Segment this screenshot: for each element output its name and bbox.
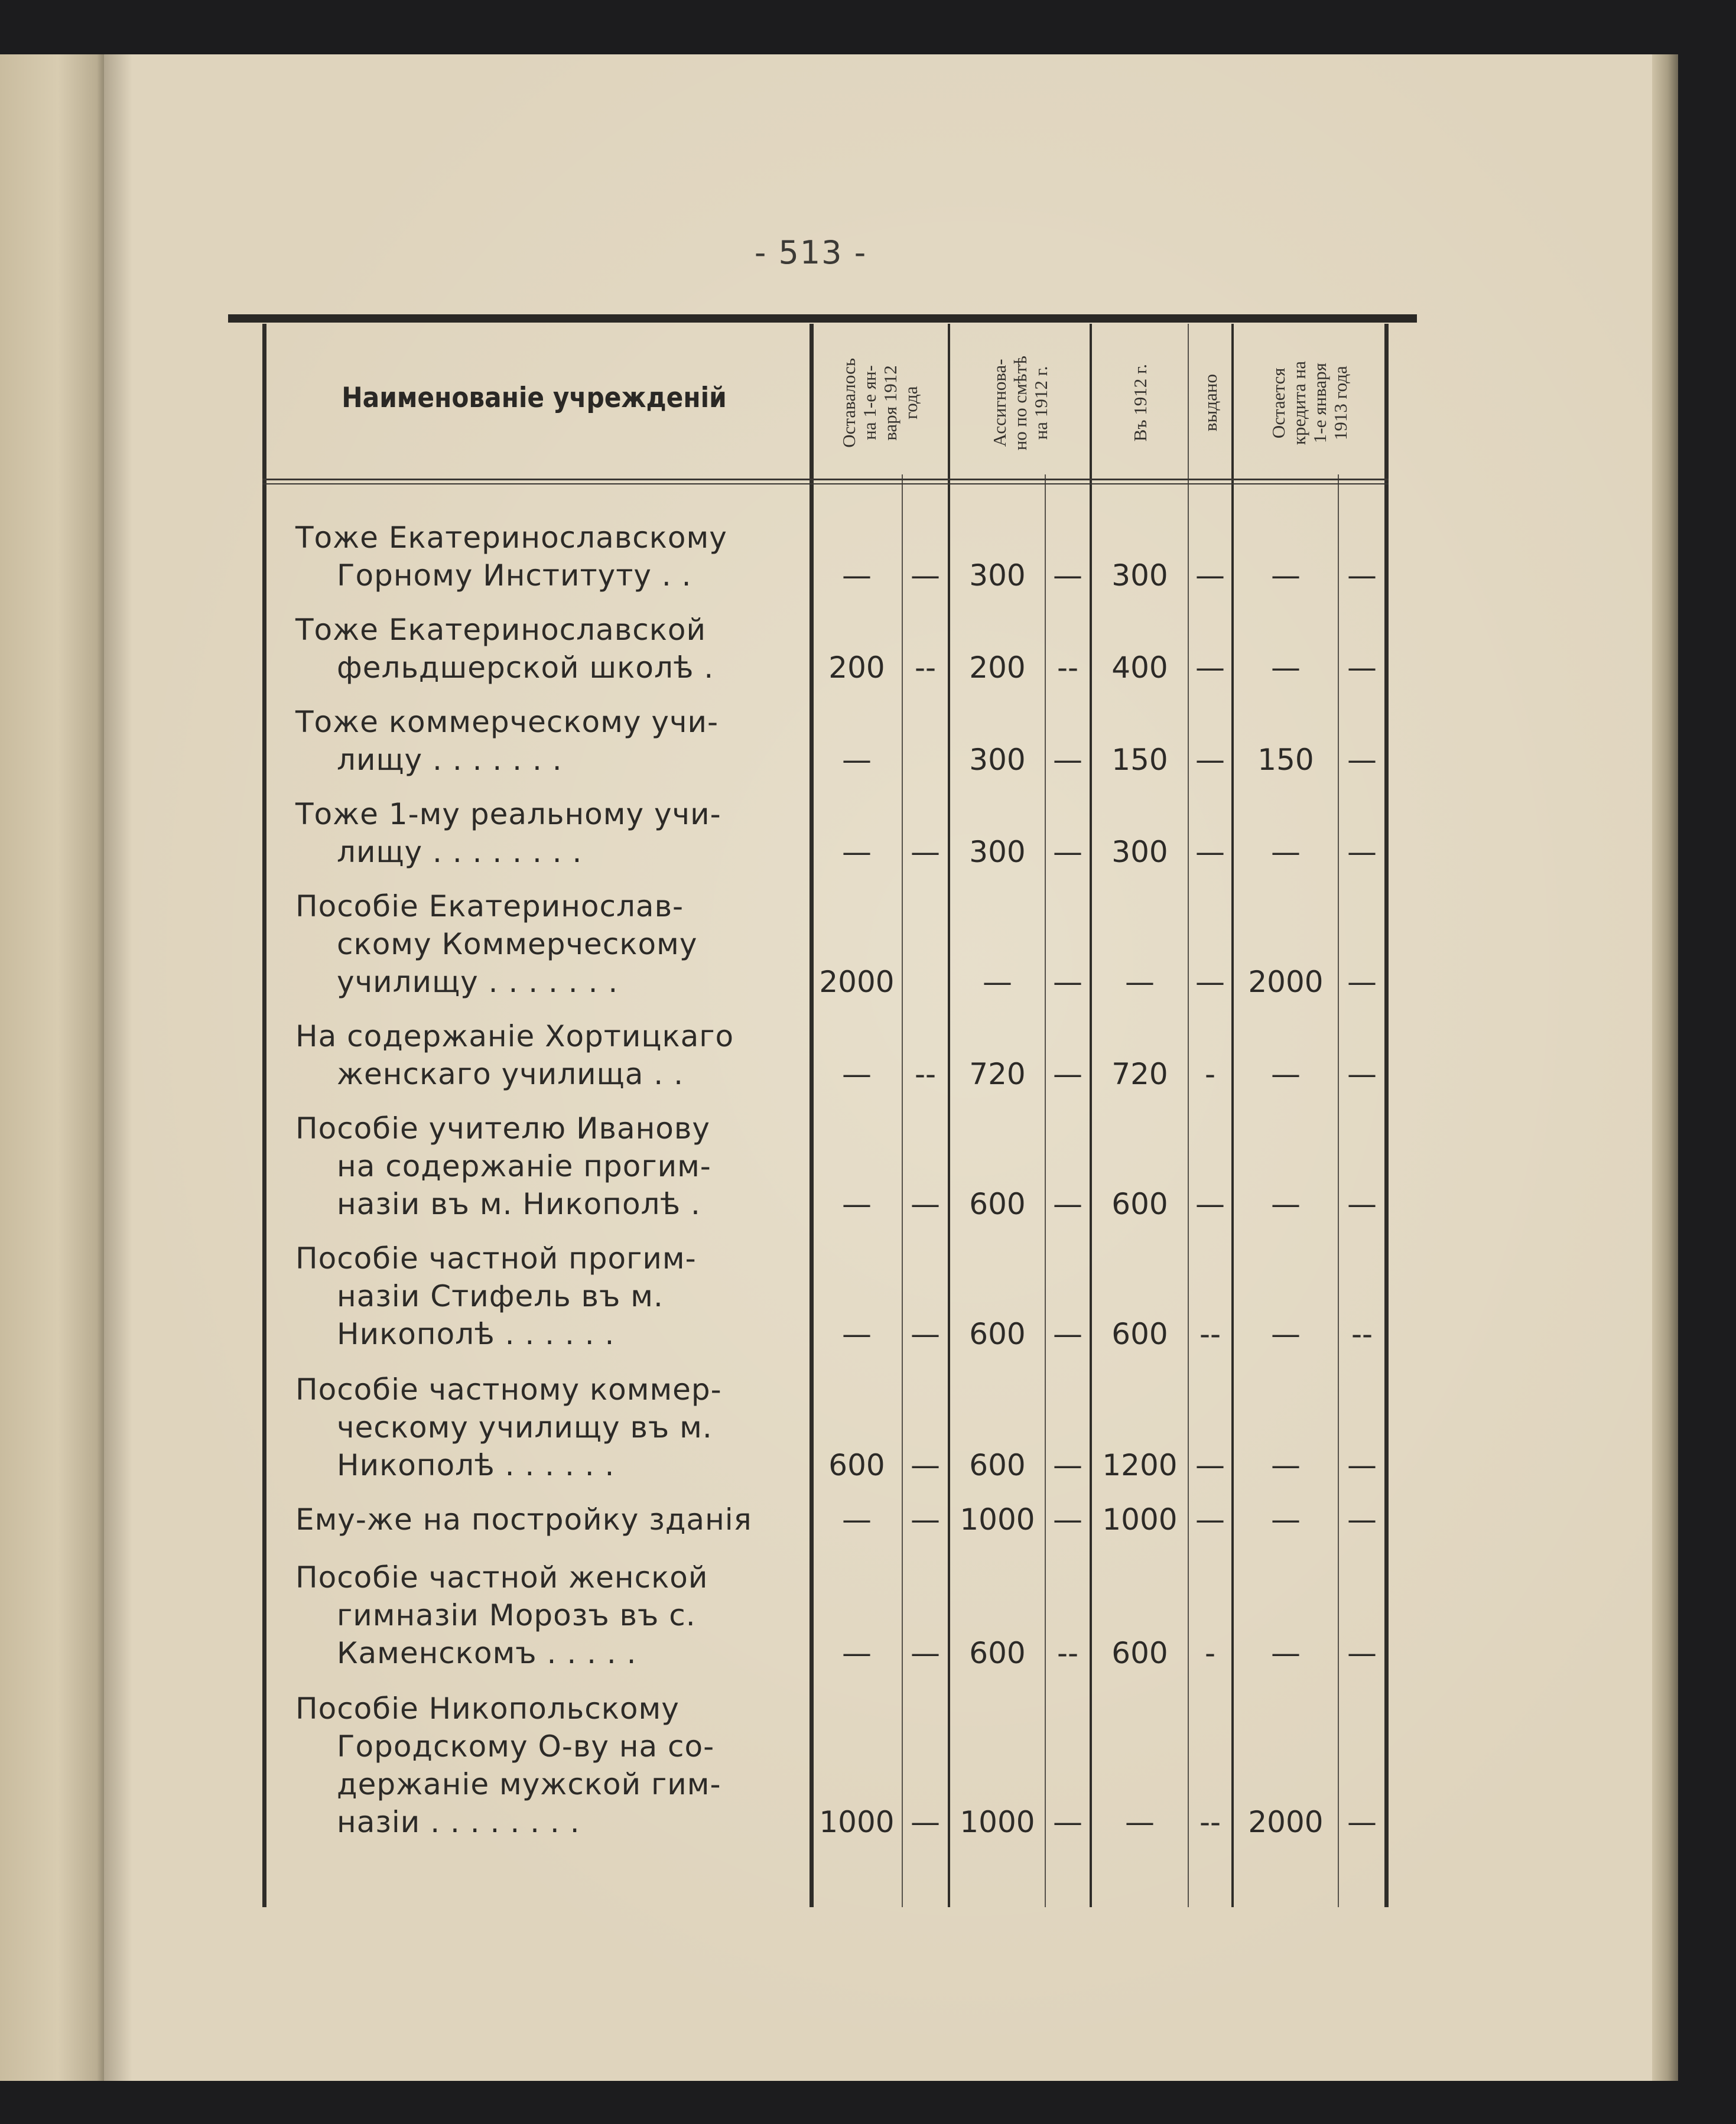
table-top-rule bbox=[228, 314, 1417, 323]
table-row bbox=[262, 1240, 1389, 1353]
amount-cell-c2: 600 bbox=[969, 1636, 1026, 1670]
table-row bbox=[262, 1690, 1389, 1841]
amount-cell-c3: 600 bbox=[1111, 1317, 1168, 1351]
amount-cell-c4: — bbox=[1271, 1057, 1301, 1091]
amount-cell-c3: 720 bbox=[1111, 1057, 1168, 1091]
table-row bbox=[262, 1017, 1389, 1093]
amount-cell-c3f: - bbox=[1204, 1057, 1216, 1091]
amount-cell-c1f: — bbox=[911, 1448, 940, 1482]
institution-name-line: Горному Институту . . bbox=[337, 558, 692, 593]
institution-name bbox=[295, 703, 810, 779]
amount-cell-c3: — bbox=[1125, 1805, 1155, 1839]
institution-name bbox=[295, 1371, 810, 1484]
table-row bbox=[262, 1501, 1389, 1538]
amount-cell-c2f: — bbox=[1053, 743, 1082, 777]
institution-name bbox=[295, 519, 810, 594]
amount-cell-c1: 200 bbox=[828, 650, 885, 685]
amount-cell-c1: — bbox=[842, 1502, 872, 1537]
institution-name-line: на содержаніе прогим- bbox=[337, 1149, 711, 1183]
institution-name-line: Ему-же на постройку зданія bbox=[295, 1502, 752, 1537]
amount-cell-c1f: — bbox=[911, 1317, 940, 1351]
amount-cell-c2: — bbox=[983, 965, 1012, 999]
institution-name bbox=[295, 1017, 810, 1093]
institution-name bbox=[295, 887, 810, 1001]
table-row bbox=[262, 703, 1389, 779]
amount-cell-c1f bbox=[903, 741, 948, 779]
amount-cell-c1: — bbox=[842, 1636, 872, 1670]
amount-cell-c3f: — bbox=[1195, 743, 1225, 777]
column-header-assigned-1912: Ассигнова- но по смѣтѣ на 1912 г. bbox=[989, 355, 1051, 451]
amount-cell-c2: 600 bbox=[969, 1187, 1026, 1221]
amount-cell-c3f: — bbox=[1195, 1187, 1225, 1221]
amount-cell-c2f: -- bbox=[1056, 1636, 1079, 1670]
institution-name-line: Никополѣ . . . . . . bbox=[337, 1317, 615, 1351]
amount-cell-c2f: — bbox=[1053, 1805, 1082, 1839]
amount-cell-c2f: — bbox=[1053, 1057, 1082, 1091]
amount-cell-c4: — bbox=[1271, 1502, 1301, 1537]
amount-cell-c2f: — bbox=[1053, 558, 1082, 593]
amount-cell-c3f: -- bbox=[1199, 1317, 1221, 1351]
amount-cell-c4f: — bbox=[1347, 1805, 1377, 1839]
column-header-institutions: Наименованіе учрежденій bbox=[342, 381, 727, 414]
amount-cell-c1f: — bbox=[911, 1187, 940, 1221]
gutter-shadow bbox=[104, 54, 132, 2081]
amount-cell-c3f: — bbox=[1195, 1502, 1225, 1537]
institution-name-line: назіи . . . . . . . . bbox=[337, 1805, 580, 1839]
amount-cell-c4f: — bbox=[1347, 1502, 1377, 1537]
amount-cell-c1: 1000 bbox=[819, 1805, 895, 1839]
amount-cell-c2: 1000 bbox=[960, 1502, 1035, 1537]
institution-name-line: Пособіе частной прогим- bbox=[295, 1241, 697, 1276]
amount-cell-c1f: -- bbox=[914, 650, 937, 685]
institution-name-line: училищу . . . . . . . bbox=[337, 965, 619, 999]
institution-name-line: Каменскомъ . . . . . bbox=[337, 1636, 637, 1670]
institution-name-line: фельдшерской школѣ . bbox=[337, 650, 714, 685]
institution-name bbox=[295, 1110, 810, 1223]
amount-cell-c1: — bbox=[842, 1187, 872, 1221]
institution-name-line: лищу . . . . . . . . bbox=[337, 835, 583, 869]
amount-cell-c2f: — bbox=[1053, 1317, 1082, 1351]
amount-cell-c2f: — bbox=[1053, 1502, 1082, 1537]
amount-cell-c1f: — bbox=[911, 1636, 940, 1670]
amount-cell-c2: 200 bbox=[969, 650, 1026, 685]
amount-cell-c3: 600 bbox=[1111, 1636, 1168, 1670]
amount-cell-c4: — bbox=[1271, 1187, 1301, 1221]
amount-cell-c3: — bbox=[1125, 965, 1155, 999]
amount-cell-c4: — bbox=[1271, 835, 1301, 869]
column-header-remaining-1912: Оставалось на 1-е ян- варя 1912 года bbox=[838, 358, 921, 448]
amount-cell-c1: 2000 bbox=[819, 965, 895, 999]
institution-name bbox=[295, 611, 810, 687]
amount-cell-c1f: — bbox=[911, 558, 940, 593]
amount-cell-c3: 1000 bbox=[1102, 1502, 1178, 1537]
amount-cell-c4f: -- bbox=[1351, 1317, 1373, 1351]
table-row bbox=[262, 519, 1389, 594]
amount-cell-c4f: — bbox=[1347, 1448, 1377, 1482]
institution-name-line: женскаго училища . . bbox=[337, 1057, 684, 1091]
institution-name-line: Тоже Екатеринославской bbox=[295, 613, 706, 647]
amount-cell-c2f: -- bbox=[1056, 650, 1079, 685]
amount-cell-c3: 400 bbox=[1111, 650, 1168, 685]
amount-cell-c4: — bbox=[1271, 650, 1301, 685]
amount-cell-c2: 600 bbox=[969, 1317, 1026, 1351]
institution-name-line: Тоже 1-му реальному учи- bbox=[295, 797, 721, 831]
amount-cell-c4: — bbox=[1271, 558, 1301, 593]
amount-cell-c1f: — bbox=[911, 835, 940, 869]
institution-name-line: держаніе мужской гим- bbox=[337, 1767, 721, 1801]
table-row bbox=[262, 795, 1389, 871]
amount-cell-c4f: — bbox=[1347, 558, 1377, 593]
amount-cell-c2: 300 bbox=[969, 558, 1026, 593]
budget-table bbox=[262, 324, 1389, 1907]
amount-cell-c4: — bbox=[1271, 1636, 1301, 1670]
institution-name-line: назіи въ м. Никополѣ . bbox=[337, 1187, 701, 1221]
amount-cell-c4: — bbox=[1271, 1317, 1301, 1351]
amount-cell-c1: — bbox=[842, 1057, 872, 1091]
amount-cell-c4: 2000 bbox=[1248, 965, 1324, 999]
institution-name-line: ческому училищу въ м. bbox=[337, 1410, 713, 1445]
amount-cell-c1: — bbox=[842, 558, 872, 593]
institution-name bbox=[295, 1559, 810, 1672]
amount-cell-c3: 300 bbox=[1111, 835, 1168, 869]
amount-cell-c4f: — bbox=[1347, 650, 1377, 685]
amount-cell-c3f: — bbox=[1195, 965, 1225, 999]
table-row bbox=[262, 1559, 1389, 1672]
amount-cell-c1f bbox=[903, 963, 948, 1001]
amount-cell-c4f: — bbox=[1347, 1057, 1377, 1091]
table-row bbox=[262, 887, 1389, 1001]
amount-cell-c4: — bbox=[1271, 1448, 1301, 1482]
amount-cell-c1: — bbox=[842, 1317, 872, 1351]
amount-cell-c2: 600 bbox=[969, 1448, 1026, 1482]
amount-cell-c4f: — bbox=[1347, 1187, 1377, 1221]
amount-cell-c1: 600 bbox=[828, 1448, 885, 1482]
institution-name-line: Никополѣ . . . . . . bbox=[337, 1448, 615, 1482]
amount-cell-c2: 300 bbox=[969, 835, 1026, 869]
amount-cell-c4f: — bbox=[1347, 743, 1377, 777]
institution-name-line: Пособіе частному коммер- bbox=[295, 1372, 722, 1407]
amount-cell-c2: 1000 bbox=[960, 1805, 1035, 1839]
table-row bbox=[262, 1110, 1389, 1223]
amount-cell-c3f: — bbox=[1195, 558, 1225, 593]
amount-cell-c3f: — bbox=[1195, 650, 1225, 685]
amount-cell-c2f: — bbox=[1053, 1448, 1082, 1482]
amount-cell-c2f: — bbox=[1053, 965, 1082, 999]
column-header-credit-1913: Остается кредита на 1-е января 1913 года bbox=[1268, 360, 1351, 445]
previous-page-edge bbox=[0, 54, 105, 2081]
institution-name-line: Городскому О-ву на со- bbox=[337, 1729, 715, 1764]
amount-cell-c2f: — bbox=[1053, 835, 1082, 869]
column-header-issued-1912-a: Въ 1912 г. bbox=[1129, 364, 1150, 442]
header-rule-double bbox=[262, 483, 1389, 484]
amount-cell-c3f: - bbox=[1204, 1636, 1216, 1670]
amount-cell-c3: 300 bbox=[1111, 558, 1168, 593]
amount-cell-c1: — bbox=[842, 835, 872, 869]
amount-cell-c3f: — bbox=[1195, 835, 1225, 869]
amount-cell-c2f: — bbox=[1053, 1187, 1082, 1221]
institution-name bbox=[295, 1240, 810, 1353]
amount-cell-c1f: -- bbox=[914, 1057, 937, 1091]
amount-cell-c1f: — bbox=[911, 1502, 940, 1537]
page-number: - 513 - bbox=[754, 234, 867, 271]
amount-cell-c4f: — bbox=[1347, 835, 1377, 869]
column-header-issued-1912-b: выдано bbox=[1199, 374, 1221, 432]
amount-cell-c2: 300 bbox=[969, 743, 1026, 777]
amount-cell-c1: — bbox=[842, 743, 872, 777]
institution-name-line: назіи Стифель въ м. bbox=[337, 1279, 664, 1313]
table-row bbox=[262, 611, 1389, 687]
institution-name bbox=[295, 1690, 810, 1841]
header-rule bbox=[262, 479, 1389, 480]
page-right-edge bbox=[1652, 54, 1678, 2081]
institution-name bbox=[295, 1501, 810, 1538]
institution-name-line: скому Коммерческому bbox=[337, 927, 698, 961]
amount-cell-c4: 2000 bbox=[1248, 1805, 1324, 1839]
institution-name-line: Тоже коммерческому учи- bbox=[295, 705, 719, 739]
institution-name-line: Тоже Екатеринославскому bbox=[295, 521, 727, 555]
amount-cell-c3f: — bbox=[1195, 1448, 1225, 1482]
amount-cell-c4f: — bbox=[1347, 965, 1377, 999]
amount-cell-c2: 720 bbox=[969, 1057, 1026, 1091]
institution-name-line: лищу . . . . . . . bbox=[337, 743, 563, 777]
institution-name-line: На содержаніе Хортицкаго bbox=[295, 1019, 734, 1053]
amount-cell-c3: 600 bbox=[1111, 1187, 1168, 1221]
table-row bbox=[262, 1371, 1389, 1484]
amount-cell-c3: 150 bbox=[1111, 743, 1168, 777]
institution-name-line: Пособіе Екатеринослав- bbox=[295, 889, 684, 923]
institution-name bbox=[295, 795, 810, 871]
institution-name-line: Пособіе учителю Иванову bbox=[295, 1111, 710, 1146]
amount-cell-c3: 1200 bbox=[1102, 1448, 1178, 1482]
amount-cell-c1f: — bbox=[911, 1805, 940, 1839]
institution-name-line: Пособіе Никопольскому bbox=[295, 1692, 680, 1726]
amount-cell-c3f: -- bbox=[1199, 1805, 1221, 1839]
amount-cell-c4: 150 bbox=[1257, 743, 1314, 777]
institution-name-line: Пособіе частной женской bbox=[295, 1560, 708, 1595]
institution-name-line: гимназіи Морозъ въ с. bbox=[337, 1598, 696, 1632]
amount-cell-c4f: — bbox=[1347, 1636, 1377, 1670]
